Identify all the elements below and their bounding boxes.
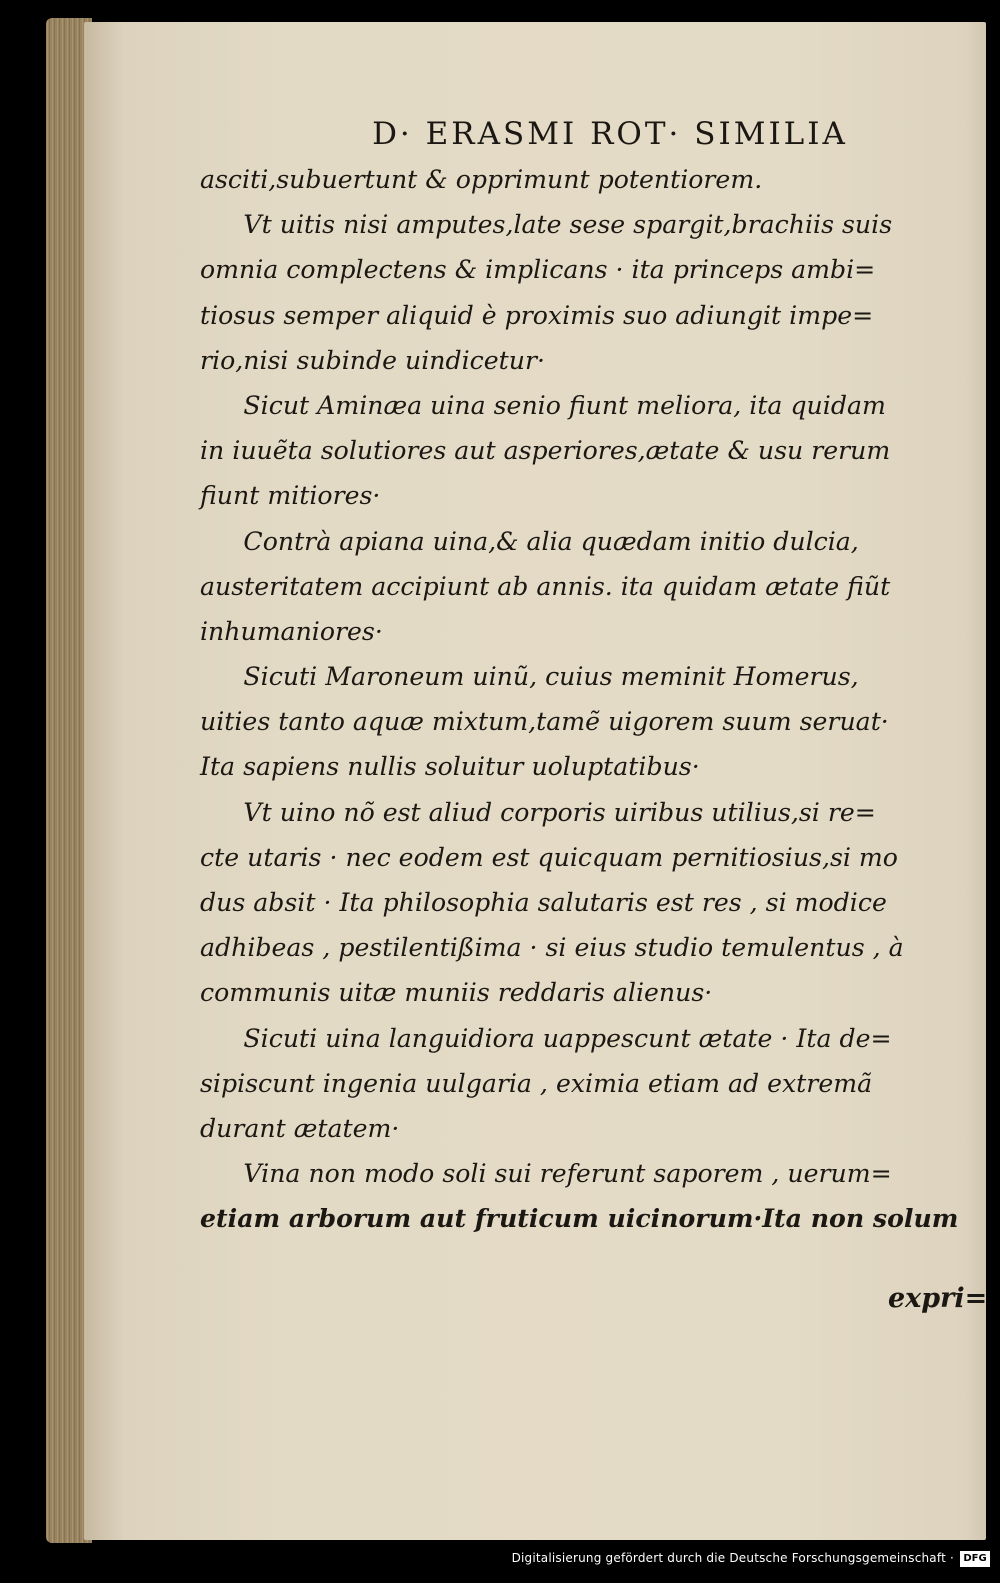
text-line: Sicut Aminæa uina senio fiunt meliora, ita quidam [243,390,886,421]
text-line: Vina non modo soli sui referunt saporem , uerum= [243,1159,892,1190]
text-line: dus absit · Ita philosophia salutaris est res , si modice [200,888,887,918]
text-line: communis uitæ muniis reddaris alienus· [200,978,713,1009]
dfg-logo-icon: DFG [960,1551,990,1567]
text-line: durant ætatem· [200,1113,400,1144]
text-line: asciti,subuertunt & opprimunt potentiorem. [200,165,763,195]
catchword: expri= [888,1283,988,1314]
text-line: fiunt mitiores· [200,481,381,512]
running-head: D· ERASMI ROT· SIMILIA [372,116,848,152]
page-text-block [200,110,980,1243]
text-line: etiam arborum aut fruticum uicinorum·Ita non solum [200,1204,959,1235]
text-line: Sicuti uina languidiora uappescunt ætate · Ita de= [243,1023,892,1054]
text-line: Contrà apiana uina,& alia quædam initio dulcia, [243,526,859,557]
text-line: Vt uino nõ est aliud corporis uiribus utilius,si re= [243,797,876,828]
text-lines [200,158,980,1243]
text-line: omnia complectens & implicans · ita princeps ambi= [200,255,876,286]
text-line: Sicuti Maroneum uinũ, cuius meminit Homerus, [243,662,859,693]
text-line: cte utaris · nec eodem est quicquam pernitiosius,si mo [200,842,898,873]
text-line: austeritatem accipiunt ab annis. ita quidam ætate fiũt [200,571,891,602]
text-line: tiosus semper aliquid è proximis suo adiungit impe= [200,300,874,331]
funding-credit: Digitalisierung gefördert durch die Deutsche Forschungsgemeinschaft · [511,1551,954,1565]
text-line: in iuuẽta solutiores aut asperiores,ætate & usu rerum [200,436,891,467]
text-line: Ita sapiens nullis soluitur uoluptatibus· [200,752,700,783]
text-line: uities tanto aquæ mixtum,tamẽ uigorem suum seruat· [200,707,889,738]
text-line: sipiscunt ingenia uulgaria , eximia etiam ad extremã [200,1068,873,1099]
text-line: Vt uitis nisi amputes,late sese spargit,brachiis suis [243,210,893,241]
text-line: adhibeas , pestilentißima · si eius studio temulentus , à [200,933,904,964]
text-line: inhumaniores· [200,616,383,647]
text-line: rio,nisi subinde uindicetur· [200,345,546,376]
